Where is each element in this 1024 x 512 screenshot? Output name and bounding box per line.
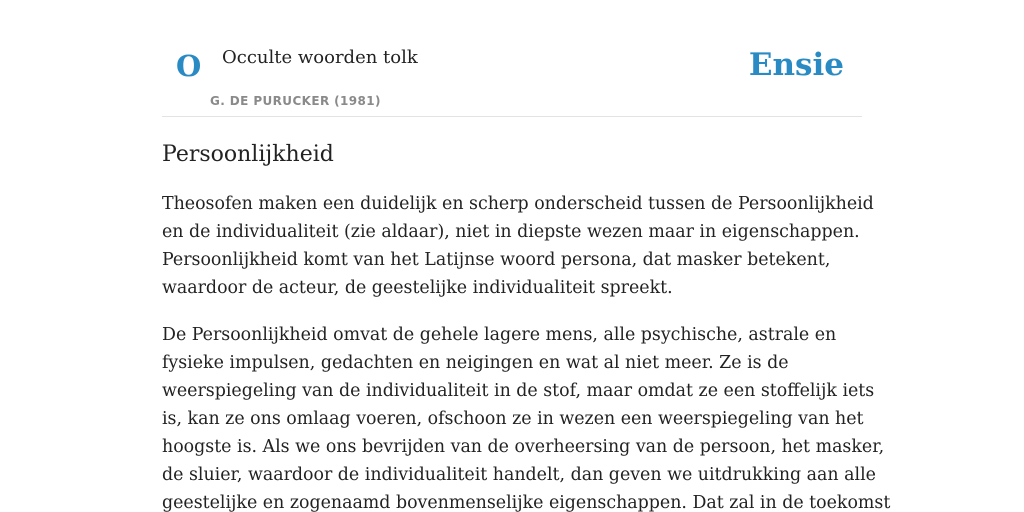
header <box>162 0 862 117</box>
text-line: is, kan ze ons omlaag voeren, ofschoon ze in wezen een weerspiegeling van het <box>162 409 864 429</box>
entry-content <box>162 136 891 512</box>
text-line: De Persoonlijkheid omvat de gehele lagere mens, alle psychische, astrale en <box>162 325 837 345</box>
paragraph-gap <box>162 302 862 321</box>
text-line: en de individualiteit (zie aldaar), niet in diepste wezen maar in eigenschappen. <box>162 222 860 242</box>
paragraph <box>162 190 874 302</box>
book-title-link[interactable]: Occulte woorden tolk <box>222 47 418 68</box>
book-author-year: G. DE PURUCKER (1981) <box>210 94 381 108</box>
entry-body <box>162 190 891 512</box>
text-line: Persoonlijkheid komt van het Latijnse woord persona, dat masker betekent, <box>162 250 831 270</box>
text-line: waardoor de acteur, de geestelijke individualiteit spreekt. <box>162 278 673 298</box>
entry-title: Persoonlijkheid <box>162 142 334 167</box>
paragraph <box>162 321 891 512</box>
text-line: geestelijke en zogenaamd bovenmenselijke eigenschappen. Dat zal in de toekomst <box>162 493 891 512</box>
text-line: de sluier, waardoor de individualiteit handelt, dan geven we uitdrukking aan alle <box>162 465 876 485</box>
text-line: hoogste is. Als we ons bevrijden van de overheersing van de persoon, het masker, <box>162 437 885 457</box>
text-line: weerspiegeling van de individualiteit in de stof, maar omdat ze een stoffelijk iets <box>162 381 875 401</box>
text-line: Theosofen maken een duidelijk en scherp onderscheid tussen de Persoonlijkheid <box>162 194 874 214</box>
site-logo[interactable]: Ensie <box>748 47 844 83</box>
text-line: fysieke impulsen, gedachten en neigingen en wat al niet meer. Ze is de <box>162 353 789 373</box>
book-letter-badge: O <box>176 49 202 83</box>
